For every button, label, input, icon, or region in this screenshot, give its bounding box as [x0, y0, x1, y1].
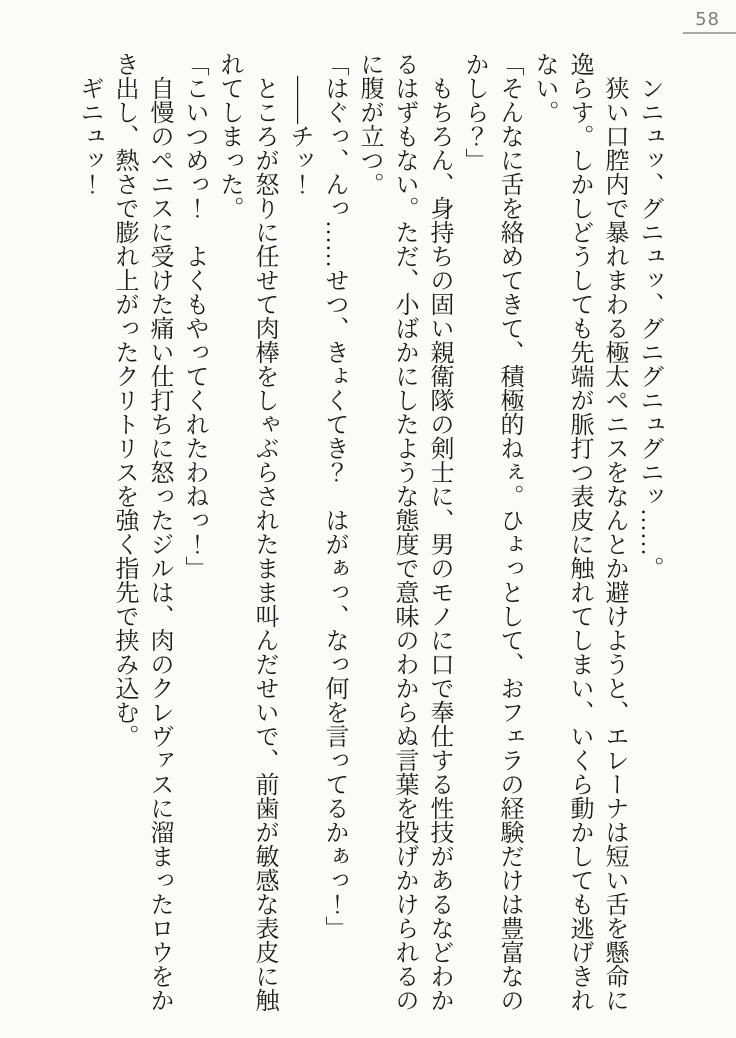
paragraph-10: ギニュッ！ [76, 52, 102, 196]
paragraph-9: 自慢のペニスに受けた痛い仕打ちに怒ったジルは、肉のクレヴァスに溜まったロウをかき出し、熱さで膨れ上がったクリトリスを強く指先で挟み込む。 [111, 52, 172, 1012]
paragraph-6: ――チッ！ [286, 52, 312, 196]
paragraph-8: 「こいつめっ！ よくもやってくれたわねっ！」 [181, 52, 207, 580]
paragraph-3: 「そんなに舌を絡めてきて、積極的ねぇ。ひょっとして、おフェラの経験だけは豊富なのかしら？」 [461, 52, 522, 1012]
paragraph-2: 狭い口腔内で暴れまわる極太ペニスをなんとか避けようと、エレーナは短い舌を懸命に逸らす。しかしどうしても先端が脈打つ表皮に触れてしまい、いくら動かしても逃げきれない。 [531, 52, 627, 1012]
body-text [66, 52, 666, 1012]
page-number-rule [683, 32, 736, 34]
paragraph-1: ンニュッ、グニュッ、グニグニュグニッ……。 [636, 52, 662, 580]
paragraph-7: ところが怒りに任せて肉棒をしゃぶらされたまま叫んだせいで、前歯が敏感な表皮に触れてしまった。 [216, 52, 277, 1012]
paragraph-5: 「はぐっ、んっ……せつ、きょくてき？ はがぁっ、なっ何を言ってるかぁっ！」 [321, 52, 347, 940]
paragraph-4: もちろん、身持ちの固い親衛隊の剣士に、男のモノに口で奉仕する性技があるなどわかるはずもない。ただ、小ばかにしたような態度で意味のわからぬ言葉を投げかけられるのに腹が立つ。 [356, 52, 452, 1012]
page-number: 58 [695, 9, 720, 30]
